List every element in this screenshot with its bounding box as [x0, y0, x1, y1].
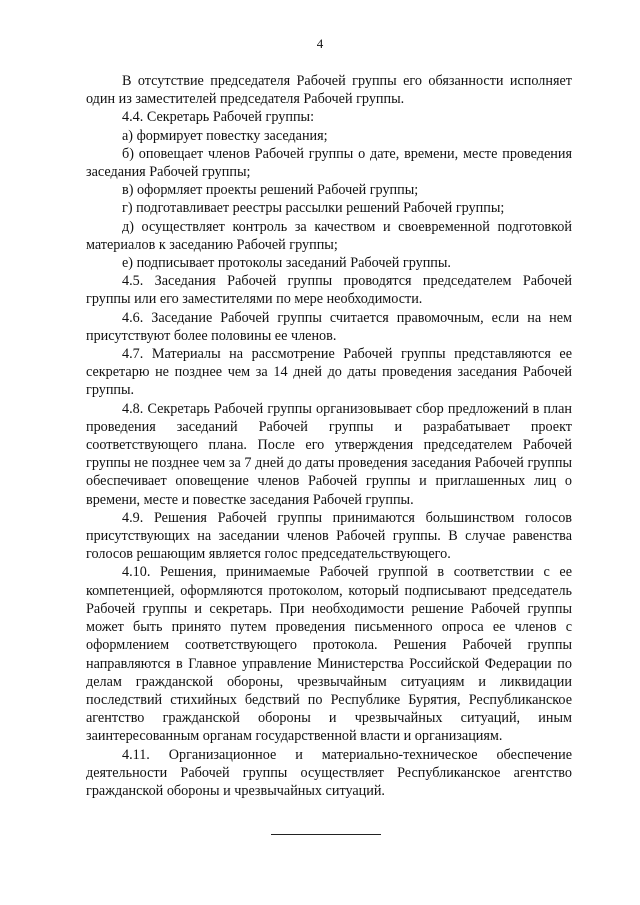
page-number: 4 [316, 36, 324, 51]
paragraph-chair-absence: В отсутствие председателя Рабочей группы его обязанности исполняет один из заместителей председателя Рабочей группы. [86, 73, 572, 108]
paragraph-4-7: 4.7. Материалы на рассмотрение Рабочей группы представляются ее секретарю не позднее чем за 14 дней до даты проведения заседания Рабочей группы. [86, 346, 572, 399]
paragraph-4-11: 4.11. Организационное и материально-техническое обеспечение деятельности Рабочей группы осуществляет Республиканское агентство гражданской обороны и чрезвычайных ситуаций. [86, 746, 572, 799]
list-item-g: г) подготавливает реестры рассылки решений Рабочей группы; [122, 200, 505, 217]
document-body [86, 72, 572, 800]
paragraph-4-10: 4.10. Решения, принимаемые Рабочей группой в соответствии с ее компетенцией, оформляются протоколом, который подписывают председатель Рабочей группы и секретарь. При необходимости решение Рабочей группы может быть принято путем проведения письменного опроса ее членов с оформлением соответствующего протокола. Решения Рабочей группы направляются в Главное управление Министерства Российской Федерации по делам гражданской обороны, чрезвычайным ситуациям и ликвидации последствий стихийных бедствий по Республике Бурятия, Республиканское агентство гражданской обороны и чрезвычайных ситуаций, иным заинтересованным органам государственной власти и организациям. [86, 564, 572, 745]
paragraph-4-8: 4.8. Секретарь Рабочей группы организовывает сбор предложений в план проведения заседаний Рабочей группы и разрабатывает проект соответствующего плана. После его утверждения председателем Рабочей группы не позднее чем за 7 дней до даты проведения заседания Рабочей группы обеспечивает оповещение членов Рабочей группы и приглашенных лиц о времени, месте и повестке заседания Рабочей группы. [86, 400, 572, 508]
paragraph-4-9: 4.9. Решения Рабочей группы принимаются большинством голосов присутствующих на заседании членов Рабочей группы. В случае равенства голосов решающим является голос председательствующего. [86, 509, 572, 563]
list-item-v: в) оформляет проекты решений Рабочей группы; [122, 182, 419, 199]
list-item-a: а) формирует повестку заседания; [122, 127, 328, 144]
list-item-b: б) оповещает членов Рабочей группы о дате, времени, месте проведения заседания Рабочей группы; [86, 145, 572, 181]
paragraph-4-4: 4.4. Секретарь Рабочей группы: [122, 109, 315, 126]
paragraph-4-5: 4.5. Заседания Рабочей группы проводятся председателем Рабочей группы или его заместителями по мере необходимости. [86, 273, 572, 308]
list-item-d: д) осуществляет контроль за качеством и своевременной подготовкой материалов к заседанию Рабочей группы; [86, 218, 572, 253]
list-item-e: е) подписывает протоколы заседаний Рабочей группы. [122, 255, 451, 272]
paragraph-4-6: 4.6. Заседание Рабочей группы считается правомочным, если на нем присутствуют более половины ее членов. [86, 309, 572, 344]
end-divider [271, 834, 381, 835]
